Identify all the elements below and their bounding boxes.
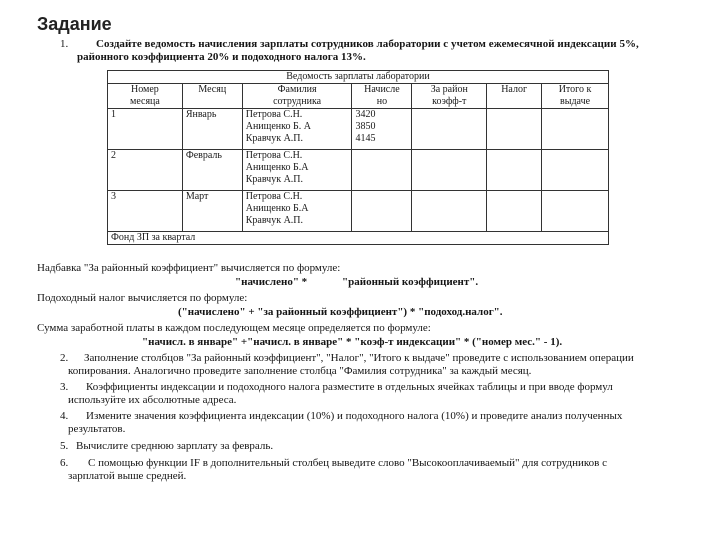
header-cell: Итого к выдаче: [542, 84, 609, 109]
nadbavka-formula-part-a: "начислено" *: [235, 276, 308, 288]
table-row: [108, 109, 609, 150]
empty-cell: [412, 150, 487, 191]
empty-cell: [542, 109, 609, 150]
task-number: 5.: [60, 440, 69, 452]
task-number: 4.: [60, 410, 69, 422]
row-amounts: 3420 3850 4145: [352, 109, 412, 150]
sheet-header-row: [108, 84, 609, 109]
header-cell: Номер месяца: [108, 84, 183, 109]
header-cell: Начисле но: [352, 84, 412, 109]
empty-cell: [487, 191, 542, 232]
task-line: С помощью функции IF в дополнительный столбец выведите слово "Высокооплачиваемый" для сотрудников с: [88, 457, 607, 469]
row-month: Март: [182, 191, 242, 232]
header-cell: Месяц: [182, 84, 242, 109]
header-cell: Фамилия сотрудника: [242, 84, 352, 109]
sheet-caption: Ведомость зарплаты лаборатории: [108, 71, 609, 84]
task-number: 6.: [60, 457, 69, 469]
task-line: Вычислите среднюю зарплату за февраль.: [76, 440, 274, 452]
nadbavka-formula-part-b: "районный коэффициент".: [342, 276, 479, 288]
empty-cell: [352, 191, 412, 232]
row-month: Январь: [182, 109, 242, 150]
row-names: Петрова С.Н. Анищенко Б. А Кравчук А.П.: [242, 109, 352, 150]
empty-cell: [542, 191, 609, 232]
page-title: Задание: [37, 14, 112, 34]
task-line: Коэффициенты индексации и подоходного налога разместите в отдельных ячейках таблицы и при вводе формул: [86, 381, 613, 393]
empty-cell: [487, 150, 542, 191]
salary-formula: "начисл. в январе" +"начисл. в январе" * "коэф-т индексации" * ("номер мес." - 1).: [142, 336, 563, 348]
header-cell: За район коэфф-т: [412, 84, 487, 109]
task-1-line-1: Создайте ведомость начисления зарплаты сотрудников лаборатории с учетом ежемесячной индексации 5%,: [96, 38, 639, 50]
task-line: Заполнение столбцов "За районный коэффициент", "Налог", "Итого к выдаче" проведите с использованием операции: [84, 352, 634, 364]
header-cell: Налог: [487, 84, 542, 109]
task-line: используйте их абсолютные адреса.: [68, 394, 237, 406]
row-number: 2: [108, 150, 183, 191]
task-line: Измените значения коэффициента индексации (10%) и подоходного налога (10%) и проведите анализ полученных: [86, 410, 623, 422]
tax-formula: ("начислено" + "за районный коэффициент") * "подоход.налог".: [178, 306, 503, 318]
task-number: 3.: [60, 381, 69, 393]
row-number: 3: [108, 191, 183, 232]
table-row: [108, 191, 609, 232]
task-1-line-2: районного коэффициента 20% и подоходного налога 13%.: [77, 51, 366, 63]
task-number: 2.: [60, 352, 69, 364]
empty-cell: [412, 109, 487, 150]
table-row: [108, 150, 609, 191]
empty-cell: [542, 150, 609, 191]
salary-sheet-table: [107, 70, 609, 245]
empty-cell: [412, 191, 487, 232]
sheet-footer: Фонд ЗП за квартал: [108, 232, 609, 245]
row-number: 1: [108, 109, 183, 150]
salary-intro: Сумма заработной платы в каждом последующем месяце определяется по формуле:: [37, 322, 431, 334]
task-line: зарплатой выше средней.: [68, 470, 187, 482]
empty-cell: [352, 150, 412, 191]
nadbavka-intro: Надбавка "За районный коэффициент" вычисляется по формуле:: [37, 262, 341, 274]
empty-cell: [487, 109, 542, 150]
task-1-number: 1.: [60, 38, 69, 50]
row-month: Февраль: [182, 150, 242, 191]
row-names: Петрова С.Н. Анищенко Б.А Кравчук А.П.: [242, 191, 352, 232]
task-line: копирования. Аналогично проведите заполнение столбца "Фамилия сотрудника" за каждый месяц.: [68, 365, 532, 377]
row-names: Петрова С.Н. Анищенко Б.А Кравчук А.П.: [242, 150, 352, 191]
task-line: результатов.: [68, 423, 126, 435]
tax-intro: Подоходный налог вычисляется по формуле:: [37, 292, 248, 304]
